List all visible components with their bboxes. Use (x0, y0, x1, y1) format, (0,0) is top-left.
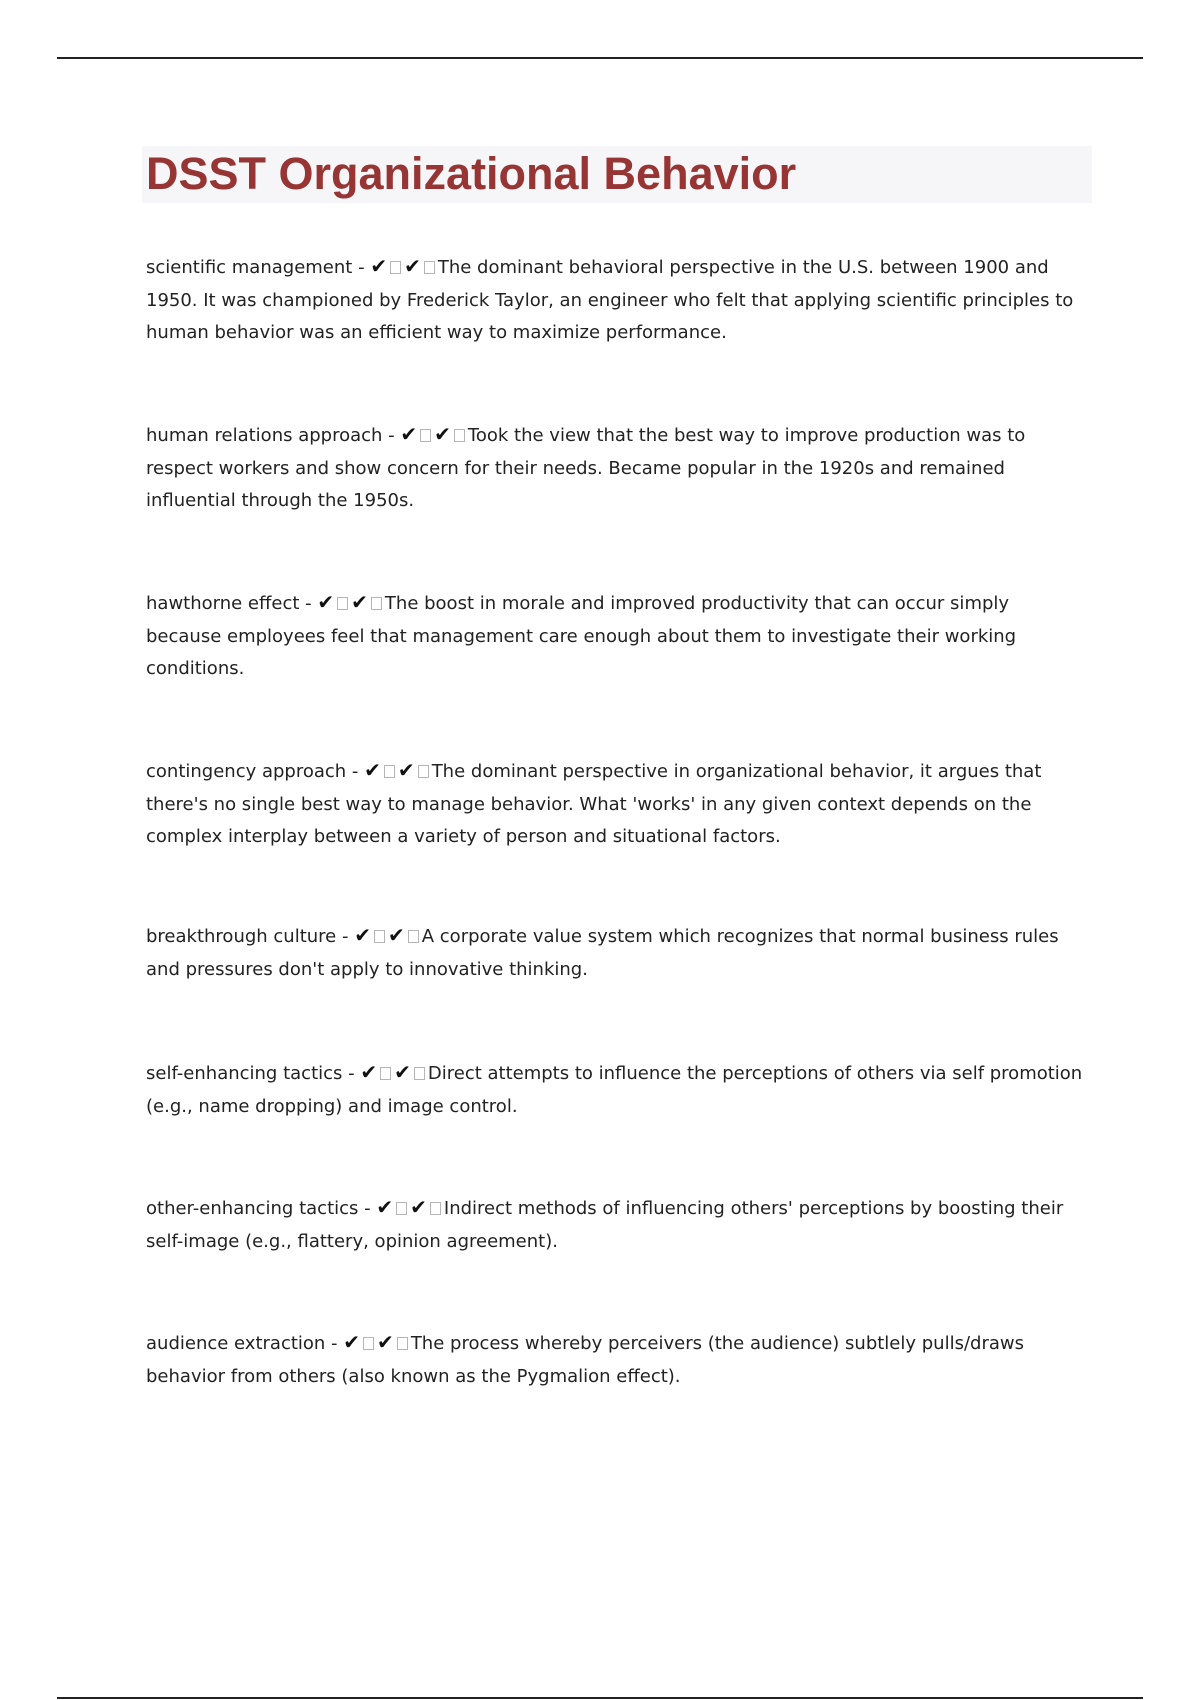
placeholder-box-icon (371, 597, 382, 610)
term-separator: - (336, 926, 355, 947)
card-definition: The process whereby perceivers (the audience) subtlely pulls/draws behavior from others (also known as the Pygmalion effect). (146, 1333, 1024, 1387)
check-mark-icon: ✔ (317, 590, 335, 614)
flashcard (146, 1326, 1086, 1393)
placeholder-box-icon (424, 261, 435, 274)
placeholder-box-icon (384, 765, 395, 778)
check-mark-icon: ✔ (370, 254, 388, 278)
flashcard (146, 250, 1086, 350)
card-definition: The boost in morale and improved productivity that can occur simply because employees feel that management care enough about them to investigate their working conditions. (146, 593, 1017, 679)
check-mark-icon: ✔ (354, 923, 371, 947)
check-mark-icon: ✔ (387, 923, 405, 947)
term-separator: - (382, 425, 401, 446)
flashcard (146, 586, 1086, 686)
placeholder-box-icon (374, 930, 385, 943)
term-separator: - (346, 761, 365, 782)
flashcard (146, 418, 1086, 518)
card-definition: Took the view that the best way to improve production was to respect workers and show concern for their needs. Became popular in the 1920s and remained influential through the 1950s. (146, 425, 1026, 511)
card-term: self-enhancing tactics (146, 1063, 343, 1084)
card-term: scientific management (146, 257, 353, 278)
flashcard (146, 1056, 1086, 1123)
placeholder-box-icon (397, 1337, 408, 1350)
flashcard (146, 754, 1086, 854)
flashcard (146, 919, 1086, 986)
placeholder-box-icon (337, 597, 348, 610)
placeholder-box-icon (408, 930, 419, 943)
term-separator: - (299, 593, 318, 614)
placeholder-box-icon (396, 1202, 407, 1215)
card-term: breakthrough culture (146, 926, 337, 947)
check-mark-icon: ✔ (397, 758, 415, 782)
flashcard (146, 1191, 1086, 1258)
check-mark-icon: ✔ (377, 1330, 394, 1354)
placeholder-box-icon (380, 1067, 391, 1080)
card-term: human relations approach (146, 425, 383, 446)
placeholder-box-icon (430, 1202, 441, 1215)
check-mark-icon: ✔ (376, 1195, 394, 1219)
placeholder-box-icon (418, 765, 429, 778)
card-term: hawthorne effect (146, 593, 300, 614)
check-mark-icon: ✔ (410, 1195, 427, 1219)
check-mark-icon: ✔ (400, 422, 418, 446)
placeholder-box-icon (414, 1067, 425, 1080)
page-title: DSST Organizational Behavior (146, 148, 797, 199)
bottom-rule (57, 1697, 1143, 1699)
term-separator: - (342, 1063, 361, 1084)
term-separator: - (352, 257, 371, 278)
check-mark-icon: ✔ (434, 422, 451, 446)
placeholder-box-icon (420, 429, 431, 442)
card-term: contingency approach (146, 761, 347, 782)
card-definition: A corporate value system which recognizes that normal business rules and pressures don't apply to innovative thinking. (146, 926, 1059, 980)
check-mark-icon: ✔ (364, 758, 381, 782)
check-mark-icon: ✔ (404, 254, 421, 278)
card-term: audience extraction (146, 1333, 326, 1354)
card-definition: Direct attempts to influence the perceptions of others via self promotion (e.g., name dropping) and image control. (146, 1063, 1083, 1117)
term-separator: - (325, 1333, 344, 1354)
top-rule (57, 57, 1143, 59)
card-definition: Indirect methods of influencing others' perceptions by boosting their self-image (e.g., flattery, opinion agreement). (146, 1198, 1064, 1252)
card-definition: The dominant behavioral perspective in the U.S. between 1900 and 1950. It was championed by Frederick Taylor, an engineer who felt that applying scientific principles to human behavior was an efficient way to maximize performance. (146, 257, 1074, 343)
check-mark-icon: ✔ (360, 1060, 378, 1084)
card-term: other-enhancing tactics (146, 1198, 359, 1219)
check-mark-icon: ✔ (394, 1060, 411, 1084)
placeholder-box-icon (363, 1337, 374, 1350)
check-mark-icon: ✔ (351, 590, 368, 614)
check-mark-icon: ✔ (343, 1330, 361, 1354)
placeholder-box-icon (454, 429, 465, 442)
term-separator: - (358, 1198, 377, 1219)
card-definition: The dominant perspective in organizational behavior, it argues that there's no single best way to manage behavior. What 'works' in any given context depends on the complex interplay between a variety of person and situational factors. (146, 761, 1042, 847)
placeholder-box-icon (390, 261, 401, 274)
